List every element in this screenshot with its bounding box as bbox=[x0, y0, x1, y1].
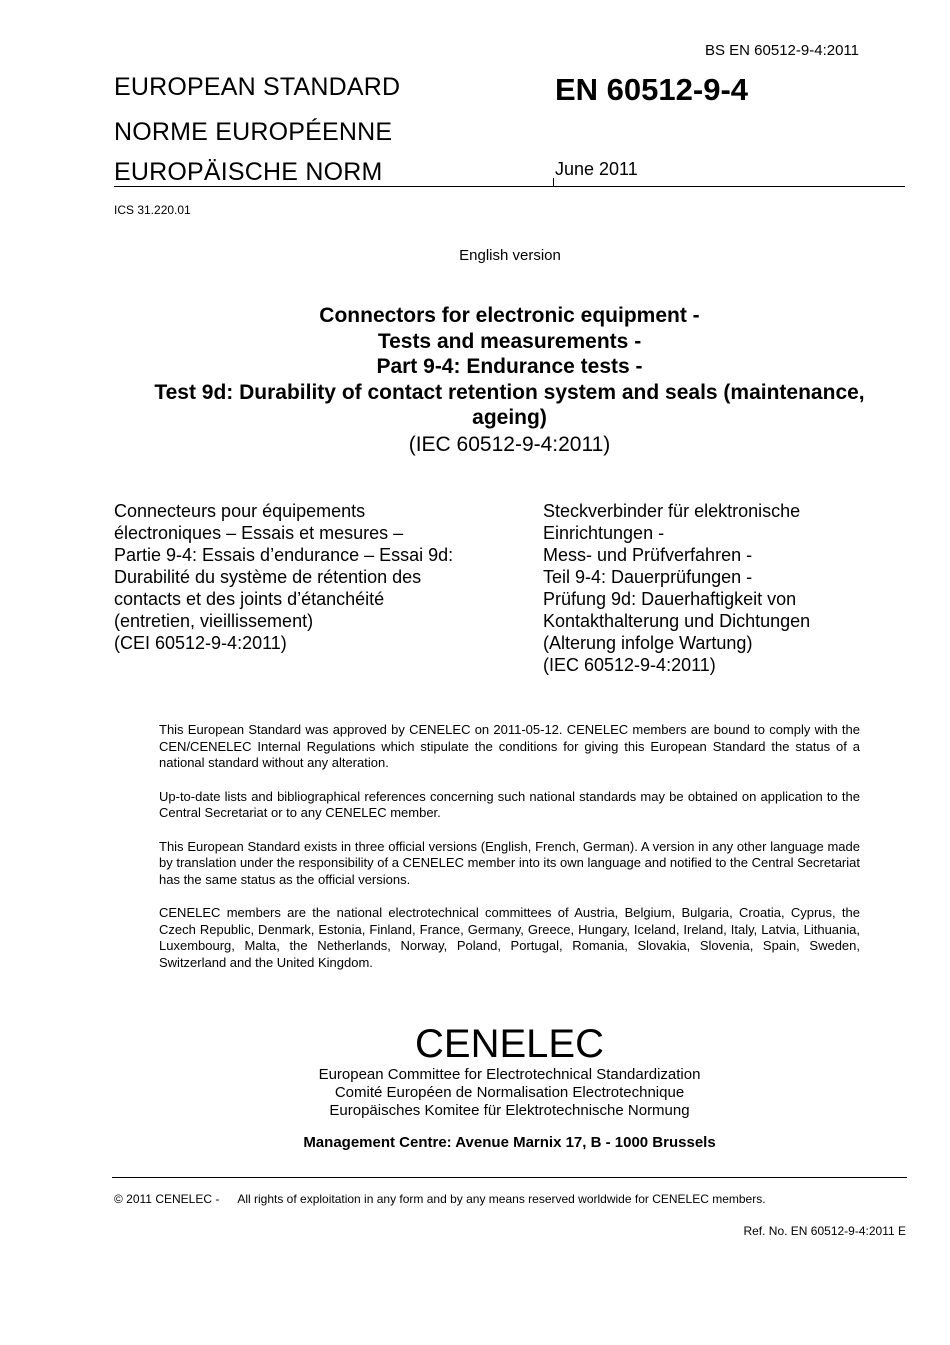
management-centre: Management Centre: Avenue Marnix 17, B - 1000 Brussels bbox=[303, 1134, 716, 1151]
approval-notices bbox=[159, 722, 860, 988]
publication-date: June 2011 bbox=[555, 159, 638, 179]
french-title-line: électroniques – Essais et mesures – bbox=[114, 523, 404, 543]
ics-code: ICS 31.220.01 bbox=[114, 203, 191, 217]
date-divider bbox=[553, 178, 554, 186]
copyright-holder: © 2011 CENELEC - bbox=[114, 1192, 220, 1206]
french-title-line: contacts et des joints d’étanchéité bbox=[114, 589, 385, 609]
document-reference: BS EN 60512-9-4:2011 bbox=[705, 42, 859, 59]
german-title bbox=[543, 500, 905, 676]
cenelec-name-english: European Committee for Electrotechnical Standardization bbox=[318, 1066, 701, 1083]
standard-name-french: NORME EUROPÉENNE bbox=[114, 118, 393, 146]
header-divider bbox=[114, 186, 905, 187]
title-line: Tests and measurements - bbox=[377, 329, 642, 353]
german-title-line: Kontakthalterung und Dichtungen bbox=[543, 611, 811, 631]
french-title-line: Partie 9-4: Essais d’endurance – Essai 9d: bbox=[114, 545, 454, 565]
title-line: Test 9d: Durability of contact retention system and seals (maintenance, bbox=[154, 380, 865, 404]
cenelec-name: CENELEC bbox=[415, 1022, 604, 1066]
title-line: Part 9-4: Endurance tests - bbox=[376, 355, 643, 378]
standard-name-english: EUROPEAN STANDARD bbox=[114, 73, 401, 101]
members-notice: CENELEC members are the national electrotechnical committees of Austria, Belgium, Bulgaria, Croatia, Cyprus, the Czech Republic, Denmark, Estonia, Finland, France, Germany, Greece, Hungary, Iceland, Ireland, Italy, Latvia, Lithuania, Luxembourg, Malta, the Netherlands, Norway, Poland, Portugal, Romania, Slovakia, Slovenia, Spain, Sweden, Switzerland and the United Kingdom. bbox=[159, 905, 860, 970]
german-title-line: Teil 9-4: Dauerprüfungen - bbox=[543, 567, 753, 587]
german-title-line: Steckverbinder für elektronische bbox=[543, 501, 801, 521]
german-title-line: (Alterung infolge Wartung) bbox=[543, 633, 753, 653]
document-title bbox=[114, 303, 905, 457]
copyright-line bbox=[114, 1192, 766, 1206]
french-title-line: (CEI 60512-9-4:2011) bbox=[114, 633, 287, 653]
french-title-line: Durabilité du système de rétention des bbox=[114, 567, 422, 587]
title-line: Connectors for electronic equipment - bbox=[319, 304, 700, 327]
title-line: ageing) bbox=[472, 406, 547, 429]
reference-number: Ref. No. EN 60512-9-4:2011 E bbox=[743, 1224, 906, 1238]
french-title-line: Connecteurs pour équipements bbox=[114, 501, 366, 521]
german-title-line: Einrichtungen - bbox=[543, 523, 665, 543]
german-title-line: Mess- und Prüfverfahren - bbox=[543, 545, 753, 565]
german-title-line: Prüfung 9d: Dauerhaftigkeit von bbox=[543, 589, 797, 609]
standard-number: EN 60512-9-4 bbox=[555, 72, 749, 107]
references-notice: Up-to-date lists and bibliographical references concerning such national standards may be obtained on application to the Central Secretariat or to any CENELEC member. bbox=[159, 788, 860, 820]
french-title bbox=[114, 500, 484, 654]
standard-name-german: EUROPÄISCHE NORM bbox=[114, 158, 383, 186]
cenelec-name-german: Europäisches Komitee für Elektrotechnische Normung bbox=[329, 1102, 690, 1119]
footer-divider bbox=[112, 1177, 907, 1178]
title-iec-reference: (IEC 60512-9-4:2011) bbox=[408, 432, 611, 456]
german-title-line: (IEC 60512-9-4:2011) bbox=[543, 655, 716, 675]
approval-notice: This European Standard was approved by CENELEC on 2011-05-12. CENELEC members are bound to comply with the CEN/CENELEC Internal Regulations which stipulate the conditions for giving this European Standard the status of a national standard without any alteration. bbox=[159, 722, 860, 770]
language-version: English version bbox=[459, 247, 561, 264]
versions-notice: This European Standard exists in three official versions (English, French, German). A version in any other language made by translation under the responsibility of a CENELEC member into its own language and notified to the Central Secretariat has the same status as the official versions. bbox=[159, 838, 860, 887]
cenelec-name-french: Comité Européen de Normalisation Electrotechnique bbox=[334, 1084, 685, 1101]
rights-notice: All rights of exploitation in any form and by any means reserved worldwide for CENELEC members. bbox=[237, 1192, 766, 1206]
cenelec-block bbox=[114, 1022, 905, 1151]
french-title-line: (entretien, vieillissement) bbox=[114, 611, 314, 631]
